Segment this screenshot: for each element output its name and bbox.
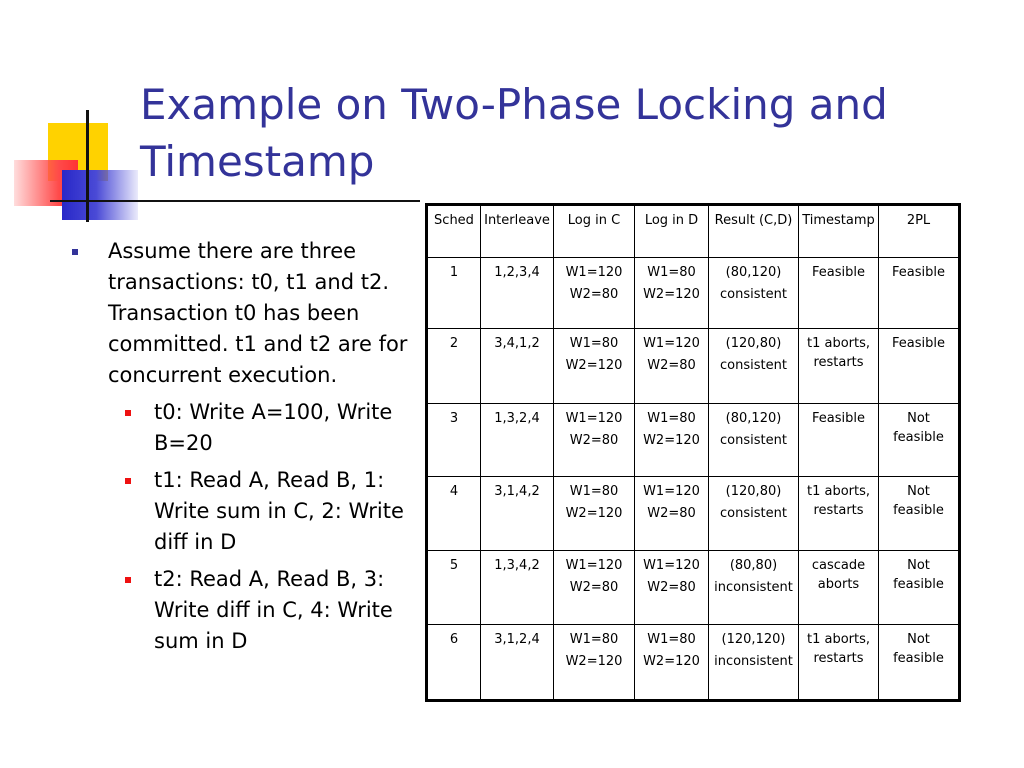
result-cell (709, 329, 799, 404)
twopl-cell: Not feasible (879, 625, 960, 701)
header-cell: Timestamp (799, 205, 879, 258)
table-row (427, 625, 960, 701)
header-cell: 2PL (879, 205, 960, 258)
log-c-cell (554, 404, 635, 477)
logo-blue-bar (62, 170, 138, 220)
interleave-cell: 3,4,1,2 (481, 329, 554, 404)
header-cell: Interleave (481, 205, 554, 258)
interleave-cell: 3,1,2,4 (481, 625, 554, 701)
bullet-main (70, 236, 410, 391)
log-c-cell (554, 329, 635, 404)
sub-bullet-square-icon (125, 478, 131, 484)
table-row (427, 329, 960, 404)
header-cell: Log in D (635, 205, 709, 258)
timestamp-cell: Feasible (799, 404, 879, 477)
log-c-line: W1=120 (565, 265, 623, 280)
sched-cell: 1 (427, 258, 481, 329)
log-d-cell (635, 404, 709, 477)
header-cell: Sched (427, 205, 481, 258)
twopl-cell: Not feasible (879, 404, 960, 477)
log-d-line: W2=80 (647, 358, 696, 373)
sub-bullet-square-icon (125, 410, 131, 416)
log-c-line: W2=120 (565, 654, 623, 669)
log-d-line: W1=120 (643, 484, 700, 499)
result-line: consistent (720, 358, 787, 373)
result-line: inconsistent (714, 580, 793, 595)
log-c-line: W1=120 (565, 558, 623, 573)
table-row (427, 477, 960, 551)
table-row (427, 551, 960, 625)
header-cell: Result (C,D) (709, 205, 799, 258)
log-d-line: W1=80 (647, 265, 696, 280)
sched-cell: 6 (427, 625, 481, 701)
log-c-line: W2=80 (569, 580, 619, 595)
log-c-line: W2=120 (565, 506, 623, 521)
log-c-line: W1=80 (569, 336, 619, 351)
log-d-cell (635, 258, 709, 329)
table-header-row (427, 205, 960, 258)
sub-bullet-square-icon (125, 577, 131, 583)
log-c-line: W2=80 (569, 433, 619, 448)
log-d-line: W1=120 (643, 558, 700, 573)
result-line: consistent (720, 287, 787, 302)
bullet-square-icon (72, 249, 78, 255)
interleave-cell: 1,3,2,4 (481, 404, 554, 477)
table-row (427, 404, 960, 477)
sub-bullet (70, 397, 410, 459)
result-line: (80,120) (725, 265, 782, 280)
table-row (427, 258, 960, 329)
result-line: (80,80) (729, 558, 778, 573)
log-d-line: W1=80 (647, 411, 696, 426)
sched-cell: 4 (427, 477, 481, 551)
sub-bullet (70, 564, 410, 657)
result-line: (80,120) (725, 411, 782, 426)
timestamp-cell: Feasible (799, 258, 879, 329)
log-d-line: W2=120 (643, 287, 700, 302)
result-line: (120,120) (721, 632, 786, 647)
sub-bullet-text: t2: Read A, Read B, 3: Write diff in C, 4: Write sum in D (154, 567, 393, 653)
log-c-line: W1=80 (569, 632, 619, 647)
title-underline (50, 200, 420, 202)
timestamp-cell: t1 aborts, restarts (799, 625, 879, 701)
log-c-cell (554, 625, 635, 701)
log-c-cell (554, 477, 635, 551)
result-cell (709, 551, 799, 625)
log-d-line: W2=120 (643, 433, 700, 448)
log-c-cell (554, 258, 635, 329)
twopl-cell: Feasible (879, 329, 960, 404)
twopl-cell: Feasible (879, 258, 960, 329)
result-cell (709, 477, 799, 551)
timestamp-cell: cascade aborts (799, 551, 879, 625)
result-line: (120,80) (725, 336, 782, 351)
bullet-main-text: Assume there are three transactions: t0, t1 and t2. Transaction t0 has been committed. t1 and t2 are for concurrent execution. (108, 239, 408, 387)
schedule-table (425, 203, 961, 702)
log-d-line: W2=120 (643, 654, 700, 669)
result-cell (709, 404, 799, 477)
timestamp-cell: t1 aborts, restarts (799, 477, 879, 551)
logo-vertical-line (86, 110, 89, 222)
log-c-line: W2=120 (565, 358, 623, 373)
twopl-cell: Not feasible (879, 551, 960, 625)
result-cell (709, 625, 799, 701)
interleave-cell: 1,2,3,4 (481, 258, 554, 329)
log-d-cell (635, 329, 709, 404)
log-c-cell (554, 551, 635, 625)
log-d-line: W2=80 (647, 506, 696, 521)
slide-title: Example on Two-Phase Locking and Timestamp (140, 80, 888, 186)
bullet-list (70, 236, 410, 663)
log-d-line: W2=80 (647, 580, 696, 595)
log-c-line: W2=80 (569, 287, 619, 302)
sched-cell: 5 (427, 551, 481, 625)
log-c-line: W1=80 (569, 484, 619, 499)
header-cell: Log in C (554, 205, 635, 258)
log-d-line: W1=120 (643, 336, 700, 351)
log-d-cell (635, 551, 709, 625)
sub-bullet-text: t0: Write A=100, Write B=20 (154, 400, 393, 455)
sched-cell: 2 (427, 329, 481, 404)
sched-cell: 3 (427, 404, 481, 477)
interleave-cell: 1,3,4,2 (481, 551, 554, 625)
result-line: consistent (720, 433, 787, 448)
log-d-cell (635, 625, 709, 701)
result-line: inconsistent (714, 654, 793, 669)
interleave-cell: 3,1,4,2 (481, 477, 554, 551)
twopl-cell: Not feasible (879, 477, 960, 551)
sub-bullet (70, 465, 410, 558)
log-d-cell (635, 477, 709, 551)
log-d-line: W1=80 (647, 632, 696, 647)
result-line: (120,80) (725, 484, 782, 499)
log-c-line: W1=120 (565, 411, 623, 426)
result-cell (709, 258, 799, 329)
sub-bullet-list (70, 397, 410, 657)
timestamp-cell: t1 aborts, restarts (799, 329, 879, 404)
sub-bullet-text: t1: Read A, Read B, 1: Write sum in C, 2: Write diff in D (154, 468, 404, 554)
result-line: consistent (720, 506, 787, 521)
